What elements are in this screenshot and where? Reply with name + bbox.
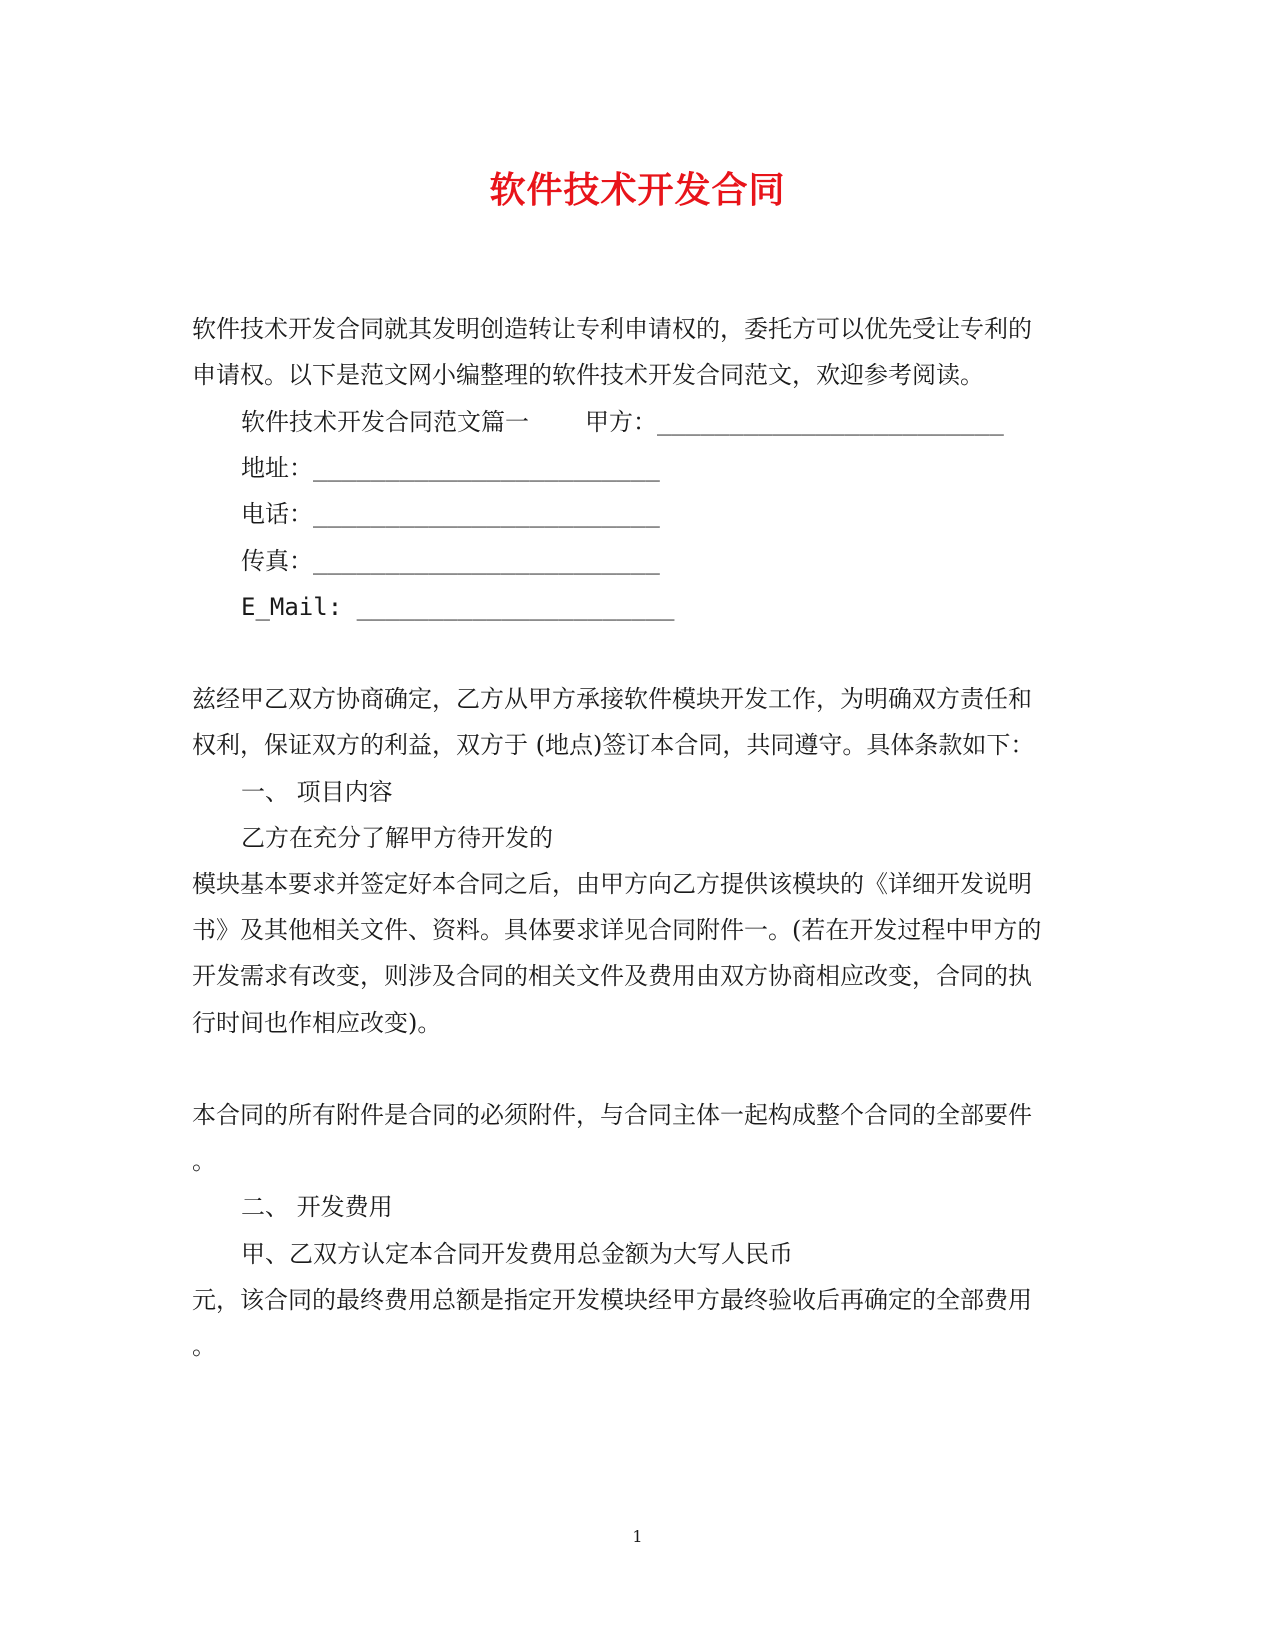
section-heading: 一、 项目内容	[241, 778, 393, 806]
text-line: 甲、乙双方认定本合同开发费用总金额为大写人民币	[241, 1240, 793, 1268]
text-line: 。	[192, 1147, 216, 1175]
text-line: 乙方在充分了解甲方待开发的	[241, 824, 553, 852]
phone-field: 电话：________________________	[241, 500, 660, 528]
party-a-field: 甲方：________________________	[585, 408, 1004, 436]
section-heading: 软件技术开发合同范文篇一	[241, 408, 529, 436]
address-field: 地址：________________________	[241, 454, 660, 482]
page-title: 软件技术开发合同	[489, 169, 786, 211]
text-line: 书》及其他相关文件、资料。具体要求详见合同附件一。(若在开发过程中甲方的	[192, 916, 1042, 944]
text-line: 元，该合同的最终费用总额是指定开发模块经甲方最终验收后再确定的全部费用	[192, 1286, 1032, 1314]
text-line: 权利，保证双方的利益，双方于 (地点)签订本合同，共同遵守。具体条款如下：	[192, 731, 1035, 759]
text-line: 软件技术开发合同就其发明创造转让专利申请权的，委托方可以优先受让专利的	[192, 315, 1032, 343]
fax-field: 传真：________________________	[241, 547, 660, 575]
text-line: 模块基本要求并签定好本合同之后，由甲方向乙方提供该模块的《详细开发说明	[192, 870, 1032, 898]
party-a-line	[241, 406, 1004, 438]
text-line: 行时间也作相应改变)。	[192, 1009, 442, 1037]
text-line: 本合同的所有附件是合同的必须附件，与合同主体一起构成整个合同的全部要件	[192, 1101, 1032, 1129]
section-heading: 二、 开发费用	[241, 1193, 393, 1221]
text-line: 开发需求有改变，则涉及合同的相关文件及费用由双方协商相应改变，合同的执	[192, 962, 1032, 990]
page-number: 1	[632, 1527, 643, 1546]
email-field: E_Mail: ______________________	[241, 593, 675, 621]
text-line: 。	[192, 1332, 216, 1360]
text-line: 兹经甲乙双方协商确定，乙方从甲方承接软件模块开发工作，为明确双方责任和	[192, 685, 1032, 713]
text-line: 申请权。以下是范文网小编整理的软件技术开发合同范文，欢迎参考阅读。	[192, 361, 984, 389]
